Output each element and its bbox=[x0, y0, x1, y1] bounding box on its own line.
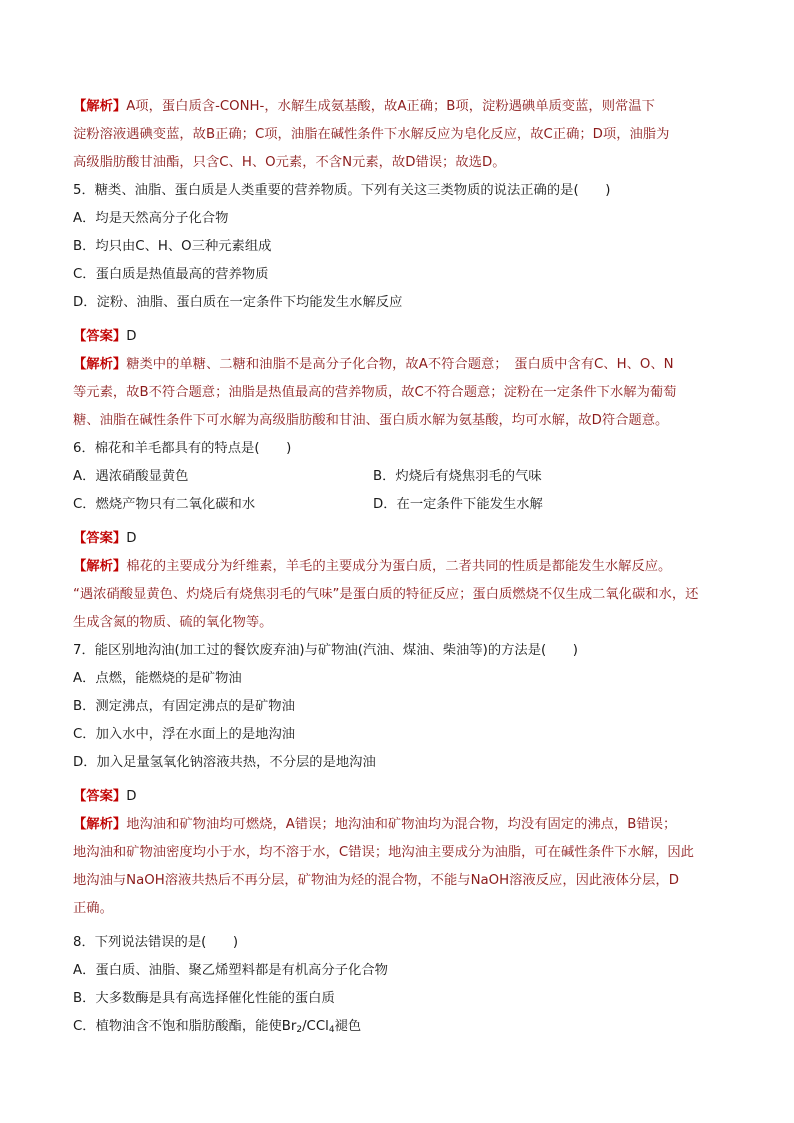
question-7-explanation: 【解析】地沟油和矿物油均可燃烧，A错误；地沟油和矿物油均为混合物，均没有固定的沸点，B错误； bbox=[73, 817, 677, 832]
question-5-explanation: 【解析】糖类中的单糖、二糖和油脂不是高分子化合物，故A不符合题意； 蛋白质中含有C、H、O、N bbox=[73, 357, 674, 372]
question-8-option-b: B．大多数酶是具有高选择催化性能的蛋白质 bbox=[73, 991, 335, 1006]
answer-tag: 【答案】 bbox=[73, 531, 127, 546]
explanation-line: 高级脂肪酸甘油酯，只含C、H、O元素，不含N元素，故D错误；故选D。 bbox=[73, 155, 506, 170]
question-6-explanation: 生成含氮的物质、硫的氧化物等。 bbox=[73, 615, 273, 630]
question-7-option-b: B．测定沸点，有固定沸点的是矿物油 bbox=[73, 699, 295, 714]
question-6-answer: 【答案】D bbox=[73, 531, 137, 546]
explanation-tag: 【解析】 bbox=[73, 99, 127, 114]
explanation-tag: 【解析】 bbox=[73, 817, 127, 832]
answer-tag: 【答案】 bbox=[73, 329, 127, 344]
explanation-tag: 【解析】 bbox=[73, 559, 127, 574]
question-7-explanation: 地沟油和矿物油密度均小于水，均不溶于水，C错误；地沟油主要成分为油脂，可在碱性条件下水解，因此 bbox=[73, 845, 694, 860]
explanation-line: 【解析】A项，蛋白质含-CONH-，水解生成氨基酸，故A正确；B项，淀粉遇碘单质变蓝，则常温下 bbox=[73, 99, 655, 114]
question-6-explanation: 【解析】棉花的主要成分为纤维素，羊毛的主要成分为蛋白质，二者共同的性质是都能发生水解反应。 bbox=[73, 559, 672, 574]
question-6-option-c: C．燃烧产物只有二氧化碳和水 bbox=[73, 497, 256, 512]
question-5-explanation: 糖、油脂在碱性条件下可水解为高级脂肪酸和甘油、蛋白质水解为氨基酸，均可水解，故D符合题意。 bbox=[73, 413, 669, 428]
question-7-explanation: 正确。 bbox=[73, 901, 113, 916]
question-7-option-d: D．加入足量氢氧化钠溶液共热，不分层的是地沟油 bbox=[73, 755, 376, 770]
question-7-option-a: A．点燃，能燃烧的是矿物油 bbox=[73, 671, 242, 686]
question-6-option-b: B．灼烧后有烧焦羽毛的气味 bbox=[373, 469, 542, 484]
question-7-option-c: C．加入水中，浮在水面上的是地沟油 bbox=[73, 727, 296, 742]
question-8-option-c: C．植物油含不饱和脂肪酸酯，能使$Br_2/CCl_4$褪色 bbox=[73, 1019, 362, 1035]
question-5-stem: 5．糖类、油脂、蛋白质是人类重要的营养物质。下列有关这三类物质的说法正确的是( ) bbox=[73, 183, 611, 198]
question-6-option-a: A．遇浓硝酸显黄色 bbox=[73, 469, 189, 484]
question-5-option-d: D．淀粉、油脂、蛋白质在一定条件下均能发生水解反应 bbox=[73, 295, 403, 310]
answer-tag: 【答案】 bbox=[73, 789, 127, 804]
question-6-stem: 6．棉花和羊毛都具有的特点是( ) bbox=[73, 441, 292, 456]
question-8-option-a: A．蛋白质、油脂、聚乙烯塑料都是有机高分子化合物 bbox=[73, 963, 388, 978]
question-8-stem: 8．下列说法错误的是( ) bbox=[73, 935, 239, 950]
question-7-explanation: 地沟油与NaOH溶液共热后不再分层，矿物油为烃的混合物，不能与NaOH溶液反应，因此液体分层，D bbox=[73, 873, 679, 888]
question-5-explanation: 等元素，故B不符合题意；油脂是热值最高的营养物质，故C不符合题意；淀粉在一定条件下水解为葡萄 bbox=[73, 385, 677, 400]
question-6-option-d: D．在一定条件下能发生水解 bbox=[373, 497, 543, 512]
question-5-option-b: B．均只由C、H、O三种元素组成 bbox=[73, 239, 272, 254]
explanation-tag: 【解析】 bbox=[73, 357, 127, 372]
question-5-option-a: A．均是天然高分子化合物 bbox=[73, 211, 229, 226]
question-6-explanation: “遇浓硝酸显黄色、灼烧后有烧焦羽毛的气味”是蛋白质的特征反应；蛋白质燃烧不仅生成二氧化碳和水，还 bbox=[73, 587, 699, 602]
question-7-stem: 7．能区别地沟油(加工过的餐饮废弃油)与矿物油(汽油、煤油、柴油等)的方法是( ) bbox=[73, 643, 578, 658]
question-5-option-c: C．蛋白质是热值最高的营养物质 bbox=[73, 267, 269, 282]
question-5-answer: 【答案】D bbox=[73, 329, 137, 344]
explanation-line: 淀粉溶液遇碘变蓝，故B正确；C项，油脂在碱性条件下水解反应为皂化反应，故C正确；D项，油脂为 bbox=[73, 127, 670, 142]
question-7-answer: 【答案】D bbox=[73, 789, 137, 804]
